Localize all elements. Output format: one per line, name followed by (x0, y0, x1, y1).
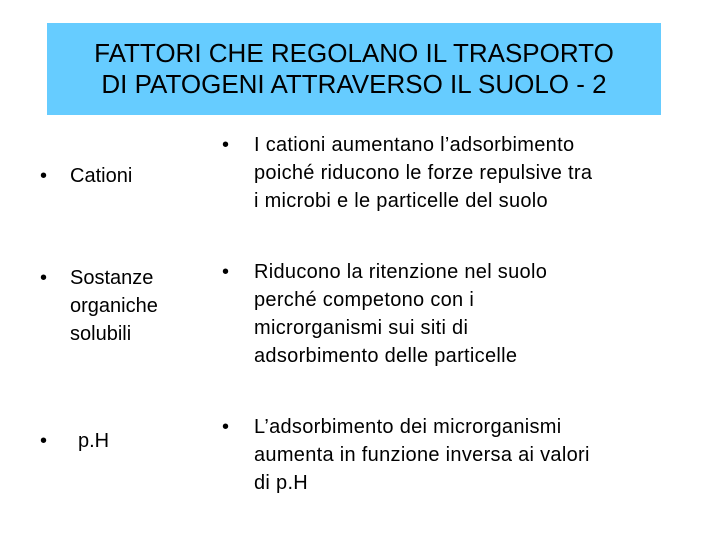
slide-title-box (47, 23, 661, 115)
effect-line: I cationi aumentano l’adsorbimento (254, 134, 575, 156)
bullet-icon: • (40, 430, 48, 452)
slide-title-line-1: FATTORI CHE REGOLANO IL TRASPORTO (94, 38, 614, 68)
effect-line: L’adsorbimento dei microrganismi (254, 416, 562, 438)
effect-line: Riducono la ritenzione nel suolo (254, 261, 548, 283)
bullet-icon: • (222, 261, 230, 283)
slide-title-line-2: DI PATOGENI ATTRAVERSO IL SUOLO - 2 (101, 69, 607, 99)
bullet-icon: • (40, 267, 48, 289)
effect-line: di p.H (254, 472, 309, 494)
bullet-icon: • (222, 134, 230, 156)
factor-label: organiche (70, 295, 158, 317)
factor-label: Cationi (70, 165, 133, 187)
factor-label: solubili (70, 323, 132, 345)
effect-line: adsorbimento delle particelle (254, 345, 518, 367)
effect-line: perché competono con i (254, 289, 475, 311)
factor-label: Sostanze (70, 267, 154, 289)
bullet-icon: • (40, 165, 48, 187)
effect-line: poiché riducono le forze repulsive tra (254, 162, 593, 184)
effect-line: aumenta in funzione inversa ai valori (254, 444, 590, 466)
bullet-icon: • (222, 416, 230, 438)
effect-line: i microbi e le particelle del suolo (254, 190, 548, 212)
effect-line: microrganismi sui siti di (254, 317, 469, 339)
factor-label: p.H (78, 430, 110, 452)
